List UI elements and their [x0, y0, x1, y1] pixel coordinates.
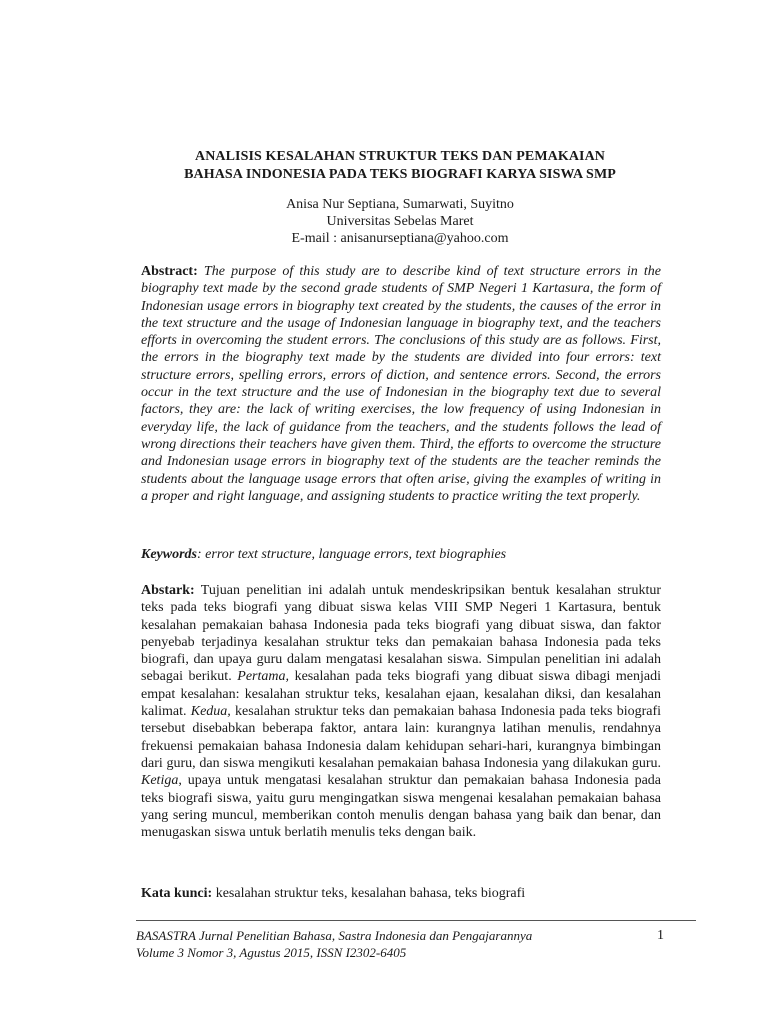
journal-name: BASASTRA Jurnal Penelitian Bahasa, Sastra Indonesia dan Pengajarannya [136, 928, 533, 943]
abstract-indonesian [141, 582, 661, 841]
keywords-indonesian-label: Kata kunci: [141, 886, 213, 901]
author-affiliation: Universitas Sebelas Maret [326, 214, 474, 229]
abstract-indonesian-part-1: Tujuan penelitian ini adalah untuk mendeskripsikan bentuk kesalahan struktur teks pada teks biografi yang dibuat siswa kelas VIII SMP Negeri 1 Kartasura, bentuk kesalahan pemakaian bahasa Indonesia pada teks biografi yang dibuat siswa, dan faktor penyebab terjadinya kesalahan struktur teks dan pemakaian bahasa Indonesia pada teks biografi, dan upaya guru dalam mengatasi kesalahan siswa. Simpulan penelitian ini adalah sebagai berikut. [141, 583, 662, 685]
journal-footer [136, 927, 606, 961]
abstract-indonesian-part-3: kesalahan struktur teks dan pemakaian bahasa Indonesia pada teks biografi tersebut disebabkan beberapa faktor, antara lain: kurangnya latihan menulis, rendahnya frekuensi pemakaian bahasa Indonesia dalam kehidupan sehari-hari, kurangnya bimbingan dari guru, dan siswa mengikuti kesalahan pemakaian bahasa Indonesia yang dilakukan guru. [141, 704, 662, 771]
journal-volume: Volume 3 Nomor 3, Agustus 2015, ISSN I2302-6405 [136, 945, 407, 960]
author-block [120, 196, 680, 247]
abstract-english-text: The purpose of this study are to describe kind of text structure errors in the biography text made by the second grade students of SMP Negeri 1 Kartasura, the form of Indonesian usage errors in biography text created by the students, the causes of the error in the text structure and the usage of Indonesian language in biography text, and the teachers efforts in overcoming the student errors. The conclusions of this study are as follows. First, the errors in the biography text made by the students are divided into four errors: text structure errors, spelling errors, errors of diction, and sentence errors. Second, the errors occur in the text structure and the use of Indonesian in the biography text due to several factors, they are: the lack of writing exercises, the low frequency of using Indonesian in everyday life, the lack of guidance from the teachers, and the students follows the lead of wrong directions their teachers have given them. Third, the efforts to overcome the structure and Indonesian usage errors in biography text of the students are the teacher reminds the students about the language usage errors that often arise, giving the examples of writing in a proper and right language, and assigning students to practice writing the text properly. [141, 264, 662, 504]
title-line-2: BAHASA INDONESIA PADA TEKS BIOGRAFI KARYA SISWA SMP [184, 167, 616, 182]
author-email: E-mail : anisanurseptiana@yahoo.com [291, 231, 509, 246]
abstract-indonesian-pertama: Pertama, [237, 669, 289, 685]
paper-title [120, 148, 680, 184]
abstract-indonesian-label: Abstark: [141, 583, 195, 598]
abstract-english-label: Abstract: [141, 264, 198, 279]
title-line-1: ANALISIS KESALAHAN STRUKTUR TEKS DAN PEMAKAIAN [194, 149, 606, 164]
keywords-indonesian-text: kesalahan struktur teks, kesalahan bahasa, teks biografi [215, 886, 526, 901]
abstract-indonesian-kedua: Kedua, [190, 704, 231, 720]
abstract-indonesian-ketiga: Ketiga [141, 773, 179, 789]
keywords-english [141, 546, 661, 563]
footer-divider [136, 920, 696, 921]
abstract-indonesian-part-4: , upaya untuk mengatasi kesalahan struktur dan pemakaian bahasa Indonesia pada teks biografi siswa, yaitu guru mengingatkan siswa mengenai kesalahan pemakaian bahasa yang sering muncul, memberikan contoh menulis dengan bahasa yang baik dan benar, dan menugaskan siswa untuk berlatih menulis teks dengan baik. [141, 773, 661, 841]
keywords-english-text: : error text structure, language errors, text biographies [197, 547, 507, 562]
abstract-english [141, 263, 661, 505]
abstract-indonesian-part-2: kesalahan pada teks biografi yang dibuat siswa dibagi menjadi empat kesalahan: kesalahan struktur teks, kesalahan ejaan, kesalahan diksi, dan kesalahan kalimat. [141, 669, 662, 720]
author-names: Anisa Nur Septiana, Sumarwati, Suyitno [286, 197, 514, 212]
page-number: 1 [657, 928, 664, 943]
keywords-indonesian [141, 885, 661, 902]
keywords-english-label: Keywords [141, 547, 197, 562]
